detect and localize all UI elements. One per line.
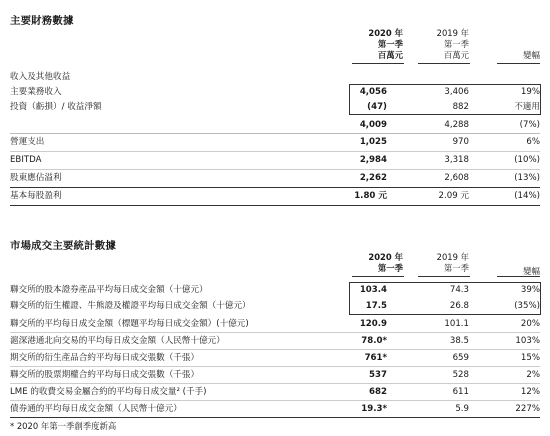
- row-divider: [10, 133, 540, 134]
- row-label: 聯交所的股票期權合約平均每日成交張數（千張）: [10, 370, 200, 380]
- table-row: [10, 101, 540, 114]
- row-label: 聯交所的股本證券產品平均每日成交金額（十億元）: [10, 285, 208, 295]
- value-2020: 4,056: [359, 87, 387, 97]
- value-change: (10%): [514, 155, 540, 165]
- value-2019: 2,608: [444, 173, 469, 183]
- row-label: LME 的收費交易金屬合約的平均每日成交量² (千手): [10, 387, 207, 397]
- col-2019-q1-header: [399, 28, 469, 61]
- value-2019: 101.1: [444, 319, 469, 329]
- table-row: [10, 318, 540, 331]
- value-2019: 26.8: [449, 301, 469, 311]
- row-label: 投資（虧損）/ 收益淨額: [10, 102, 102, 112]
- table-row: [10, 352, 540, 365]
- value-2020: 19.3*: [361, 404, 387, 414]
- table-row: [10, 190, 540, 203]
- header-unit: 百萬元: [443, 50, 469, 60]
- value-2020: 682: [369, 387, 387, 397]
- header-quarter: 第一季: [443, 263, 469, 273]
- value-change: 15%: [520, 353, 540, 363]
- value-change: (13%): [514, 173, 540, 183]
- market-statistics-title: 市場成交主要統計數據: [10, 240, 116, 252]
- row-divider: [10, 417, 540, 418]
- table-row: [10, 335, 540, 348]
- value-2020: (47): [367, 102, 387, 112]
- value-2020: 4,009: [359, 120, 387, 130]
- value-2019: 3,318: [444, 155, 469, 165]
- row-divider: [10, 366, 540, 367]
- row-divider: [10, 169, 540, 170]
- value-2019: 611: [452, 387, 469, 397]
- value-2020: 120.9: [359, 319, 387, 329]
- header-underline: [352, 63, 404, 64]
- header-underline: [418, 276, 470, 277]
- row-label: 期交所的衍生產品合約平均每日成交張數（千張）: [10, 353, 200, 363]
- footnote: * 2020 年第一季創季度新高: [10, 421, 117, 431]
- table-row: [10, 136, 540, 149]
- table-row: [10, 403, 540, 416]
- row-label: 營運支出: [10, 137, 45, 147]
- value-change: 103%: [515, 336, 540, 346]
- row-label: 聯交所的衍生權證、牛熊證及權證平均每日成交金額（十億元）: [10, 301, 251, 311]
- value-2019: 3,406: [444, 87, 469, 97]
- row-label: EBITDA: [10, 155, 42, 165]
- value-2020: 17.5: [365, 301, 387, 311]
- header-year: 2019 年: [436, 252, 469, 262]
- row-divider: [10, 187, 540, 188]
- col-2019-q1-header: [399, 252, 469, 274]
- table-row: [10, 154, 540, 167]
- value-change: 39%: [520, 285, 540, 295]
- header-underline: [418, 63, 470, 64]
- row-label: 滬深港通北向交易的平均每日成交金額（人民幣十億元）: [10, 336, 225, 346]
- value-2019: 2.09 元: [438, 191, 469, 201]
- row-label: 主要業務收入: [10, 87, 62, 97]
- value-2020: 103.4: [359, 285, 387, 295]
- row-divider: [10, 205, 540, 206]
- subtotal-row: [10, 119, 540, 132]
- header-year: 2020 年: [368, 252, 403, 262]
- value-2020: 2,984: [359, 155, 387, 165]
- row-label: 債券通的平均每日成交金額（人民幣十億元）: [10, 404, 182, 414]
- value-2020: 2,262: [359, 173, 387, 183]
- table-row: [10, 300, 540, 313]
- value-2019: 5.9: [455, 404, 469, 414]
- header-quarter: 第一季: [377, 263, 403, 273]
- col-change-header: 變幅: [523, 266, 540, 276]
- value-change: 19%: [520, 87, 540, 97]
- financial-data-title: 主要財務數據: [10, 15, 74, 27]
- header-underline: [497, 63, 540, 64]
- value-2020: 1.80 元: [354, 191, 387, 201]
- value-change: 2%: [526, 370, 540, 380]
- row-label: 股東應佔溢利: [10, 173, 62, 183]
- value-2019: 74.3: [449, 285, 469, 295]
- header-year: 2020 年: [368, 28, 403, 38]
- value-2020: 1,025: [359, 137, 387, 147]
- row-divider: [10, 383, 540, 384]
- row-divider: [10, 332, 540, 333]
- value-2020: 78.0*: [361, 336, 387, 346]
- value-change: (7%): [519, 120, 540, 130]
- row-label: 聯交所的平均每日成交金額（標題平均每日成交金額）(十億元): [10, 319, 249, 329]
- col-change-header: 變幅: [523, 50, 540, 60]
- value-2020: 537: [369, 370, 387, 380]
- row-label: 收入及其他收益: [10, 72, 71, 82]
- value-2019: 970: [452, 137, 469, 147]
- table-row: [10, 172, 540, 185]
- header-year: 2019 年: [436, 28, 469, 38]
- header-quarter: 第一季: [377, 39, 403, 49]
- value-change: 6%: [526, 137, 540, 147]
- row-divider: [10, 349, 540, 350]
- header-underline: [497, 276, 540, 277]
- table-row: [10, 386, 540, 399]
- col-2020-q1-header: [333, 28, 403, 61]
- value-2019: 528: [452, 370, 469, 380]
- row-divider: [10, 400, 540, 401]
- value-change: 20%: [520, 319, 540, 329]
- value-change: (14%): [514, 191, 540, 201]
- group-label-row: [10, 71, 540, 84]
- value-2019: 38.5: [449, 336, 469, 346]
- value-change: 不適用: [514, 102, 540, 112]
- table-row: [10, 86, 540, 99]
- value-2019: 882: [452, 102, 469, 112]
- value-change: (35%): [514, 301, 540, 311]
- header-quarter: 第一季: [443, 39, 469, 49]
- value-change: 227%: [515, 404, 540, 414]
- col-2020-q1-header: [333, 252, 403, 274]
- value-2019: 659: [452, 353, 469, 363]
- value-2019: 4,288: [444, 120, 469, 130]
- table-row: [10, 369, 540, 382]
- row-divider: [10, 151, 540, 152]
- value-2020: 761*: [364, 353, 387, 363]
- header-unit: 百萬元: [377, 50, 403, 60]
- value-change: 12%: [520, 387, 540, 397]
- table-row: [10, 284, 540, 297]
- header-underline: [352, 276, 404, 277]
- row-label: 基本每股盈利: [10, 191, 62, 201]
